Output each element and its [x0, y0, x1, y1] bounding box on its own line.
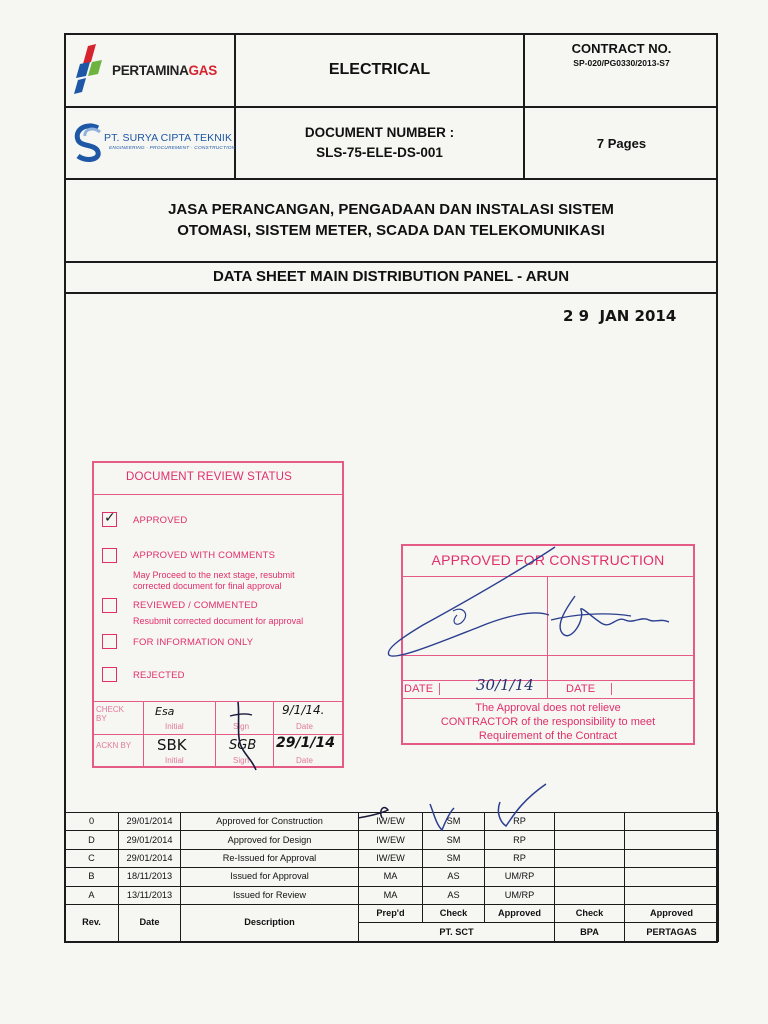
option-note: May Proceed to the next stage, resubmit: [133, 570, 295, 580]
construction-date-label: DATE: [566, 683, 612, 695]
prepd-header: Prep'd: [359, 904, 423, 922]
revision-rev-cell: D: [65, 831, 119, 849]
bpa-label: BPA: [555, 923, 625, 941]
revision-desc-cell: Re-Issued for Approval: [181, 849, 359, 867]
revision-date-cell: 29/01/2014: [119, 831, 181, 849]
construction-date-label: DATE: [404, 683, 440, 695]
project-title-line-2: OTOMASI, SISTEM METER, SCADA DAN TELEKOMUNIKASI: [177, 222, 605, 239]
revision-empty-cell: [625, 868, 719, 886]
check-signature-icon: [222, 698, 272, 773]
option-information: FOR INFORMATION ONLY: [133, 637, 254, 648]
stamp-divider: [401, 680, 695, 681]
revision-empty-cell: [555, 886, 625, 904]
approved-header: Approved: [485, 904, 555, 922]
contractor-tagline: ENGINEERING · PROCUREMENT · CONSTRUCTION: [109, 146, 236, 151]
title-divider: [64, 292, 718, 294]
option-approved-with-comments: APPROVED WITH COMMENTS: [133, 550, 276, 561]
initial-label: Initial: [165, 756, 184, 765]
company-name: PERTAMINAGAS: [112, 63, 217, 78]
revision-row: [65, 849, 719, 867]
revision-approved-cell: UM/RP: [485, 886, 555, 904]
revision-desc-cell: Approved for Design: [181, 831, 359, 849]
revision-row: [65, 868, 719, 886]
revision-approved-cell: RP: [485, 813, 555, 831]
construction-notice: Requirement of the Contract: [478, 730, 618, 742]
revision-rev-cell: C: [65, 849, 119, 867]
sct-logo-icon: [72, 122, 106, 162]
ackn-date-handwritten: 29/1/14: [276, 735, 335, 751]
check-by-label: CHECK BY: [96, 705, 125, 723]
revision-prepd-cell: MA: [359, 868, 423, 886]
header-divider: [64, 106, 718, 108]
pertamina-logo-icon: [74, 42, 104, 94]
page-count: 7 Pages: [596, 136, 647, 151]
rev-header: Rev.: [65, 904, 119, 941]
revision-prepd-cell: MA: [359, 886, 423, 904]
construction-stamp-title: APPROVED FOR CONSTRUCTION: [431, 552, 665, 568]
project-divider: [64, 261, 718, 263]
sign-label: Sign: [233, 722, 250, 731]
revision-check-cell: SM: [423, 813, 485, 831]
revision-empty-cell: [555, 849, 625, 867]
stamp-divider: [215, 701, 216, 767]
sign-label: Sign: [233, 756, 250, 765]
revision-header-row: [65, 904, 719, 922]
reviewed-checkbox: [102, 598, 117, 613]
date-label: Date: [296, 722, 313, 731]
construction-date-handwritten: 30/1/14: [476, 676, 534, 694]
initial-label: Initial: [165, 722, 184, 731]
stamp-divider: [92, 494, 344, 495]
ackn-by-label: ACKN BY: [96, 741, 132, 750]
date-header: Date: [119, 904, 181, 941]
construction-notice: CONTRACTOR of the responsibility to meet: [440, 716, 656, 728]
revision-date-cell: 29/01/2014: [119, 813, 181, 831]
revision-prepd-cell: IW/EW: [359, 831, 423, 849]
revision-check-cell: AS: [423, 868, 485, 886]
revision-empty-cell: [555, 868, 625, 886]
document-number: SLS-75-ELE-DS-001: [316, 145, 443, 160]
option-approved: APPROVED: [133, 515, 188, 526]
approval-signature-icon: [545, 590, 675, 650]
bpa-check-header: Check: [555, 904, 625, 922]
ackn-initial-handwritten: SBK: [157, 736, 187, 754]
ackn-sign-handwritten: SGB: [229, 738, 257, 753]
revision-approved-cell: RP: [485, 849, 555, 867]
revision-empty-cell: [625, 886, 719, 904]
information-checkbox: [102, 634, 117, 649]
revision-desc-cell: Issued for Approval: [181, 868, 359, 886]
document-number-label: DOCUMENT NUMBER :: [304, 125, 455, 140]
revision-empty-cell: [555, 813, 625, 831]
header-divider: [64, 178, 718, 180]
pertagas-approved-header: Approved: [625, 904, 719, 922]
revision-desc-cell: Issued for Review: [181, 886, 359, 904]
revision-date-cell: 18/11/2013: [119, 868, 181, 886]
stamp-divider: [92, 701, 344, 702]
date-label: Date: [296, 756, 313, 765]
revision-row: [65, 886, 719, 904]
description-header: Description: [181, 904, 359, 941]
document-title: DATA SHEET MAIN DISTRIBUTION PANEL - ARUN: [212, 268, 570, 285]
revision-empty-cell: [555, 831, 625, 849]
stamp-divider: [143, 701, 144, 767]
pt-sct-label: PT. SCT: [359, 923, 555, 941]
revision-desc-cell: Approved for Construction: [181, 813, 359, 831]
construction-notice: The Approval does not relieve: [475, 702, 621, 714]
revision-empty-cell: [625, 813, 719, 831]
check-initial-handwritten: Esa: [155, 705, 175, 718]
approval-signature-icon: [383, 545, 563, 660]
revision-rev-cell: B: [65, 868, 119, 886]
project-title-line-1: JASA PERANCANGAN, PENGADAAN DAN INSTALASI SISTEM: [168, 201, 614, 218]
revision-prepd-cell: IW/EW: [359, 813, 423, 831]
discipline-label: ELECTRICAL: [328, 61, 431, 78]
revision-prepd-cell: IW/EW: [359, 849, 423, 867]
initials-signature-icon: [350, 780, 550, 835]
revision-date-cell: 13/11/2013: [119, 886, 181, 904]
stamp-divider: [401, 698, 695, 699]
rejected-checkbox: [102, 667, 117, 682]
contractor-name: PT. SURYA CIPTA TEKNIK: [104, 132, 233, 144]
revision-rev-cell: 0: [65, 813, 119, 831]
contract-label: CONTRACT NO.: [571, 41, 672, 56]
revision-check-cell: SM: [423, 831, 485, 849]
revision-approved-cell: RP: [485, 831, 555, 849]
revision-empty-cell: [625, 831, 719, 849]
revision-approved-cell: UM/RP: [485, 868, 555, 886]
option-note: Resubmit corrected document for approval: [133, 616, 304, 626]
option-rejected: REJECTED: [133, 670, 185, 681]
check-header: Check: [423, 904, 485, 922]
revision-empty-cell: [625, 849, 719, 867]
revision-check-cell: SM: [423, 849, 485, 867]
approved-with-comments-checkbox: [102, 548, 117, 563]
revision-check-cell: AS: [423, 886, 485, 904]
option-note: corrected document for final approval: [133, 581, 282, 591]
checkmark-icon: ✓: [104, 510, 116, 526]
stamp-divider: [273, 701, 274, 767]
received-date-stamp: 2 9 JAN 2014: [563, 307, 677, 325]
pertagas-label: PERTAGAS: [625, 923, 719, 941]
check-date-handwritten: 9/1/14.: [282, 703, 325, 717]
revision-date-cell: 29/01/2014: [119, 849, 181, 867]
contract-number: SP-020/PG0330/2013-S7: [573, 58, 670, 68]
review-stamp-title: DOCUMENT REVIEW STATUS: [126, 471, 293, 483]
option-reviewed: REVIEWED / COMMENTED: [133, 600, 258, 611]
revision-rev-cell: A: [65, 886, 119, 904]
